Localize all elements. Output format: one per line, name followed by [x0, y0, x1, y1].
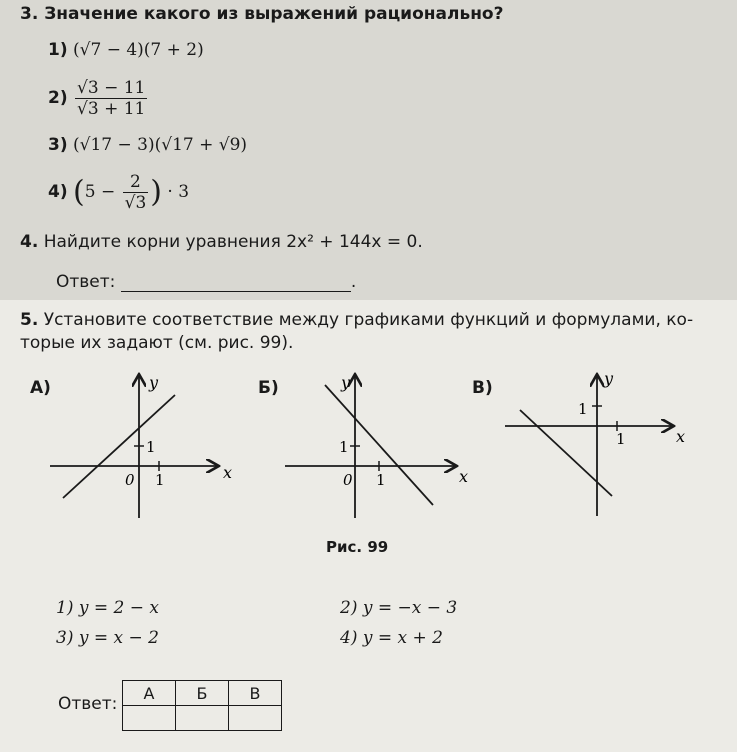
q4-answer-row: Ответ: . — [56, 272, 357, 292]
formula-1: 1) y = 2 − x — [56, 598, 159, 618]
answer-table-header-row — [123, 681, 282, 706]
answer-table-cell-b[interactable] — [176, 706, 229, 731]
graph-a-label: А) — [30, 378, 51, 398]
question-5-line-2 — [20, 333, 293, 353]
graph-v-unit-y: 1 — [578, 400, 588, 418]
graph-v-y-label: y — [604, 369, 614, 388]
graph-b-label: Б) — [258, 378, 279, 398]
q3-option-4-num: 4) — [48, 182, 68, 202]
answer-table-cell-a[interactable] — [123, 706, 176, 731]
q4-answer-blank[interactable] — [121, 275, 351, 292]
q3-option-4-frac-num: 2 — [123, 172, 149, 193]
question-4-number: 4. — [20, 232, 39, 252]
q3-option-1-num: 1) — [48, 40, 68, 60]
right-paren: ) — [150, 174, 162, 210]
answer-table-header-a: А — [123, 681, 176, 706]
answer-table-header-b: Б — [176, 681, 229, 706]
question-5-number: 5. — [20, 310, 39, 330]
q3-option-4-frac-den: √3 — [124, 193, 147, 213]
graph-a-y-label: y — [149, 373, 159, 392]
formula-4: 4) y = x + 2 — [340, 628, 443, 648]
question-5-text-1: Установите соответствие между графиками функций и формулами, ко- — [43, 310, 694, 330]
graph-v-unit-x: 1 — [616, 430, 626, 448]
graph-a — [45, 368, 245, 523]
question-4-heading — [20, 232, 423, 252]
question-3-number: 3. — [20, 4, 39, 24]
q3-option-4-pre: 5 − — [84, 182, 116, 202]
graph-v-label: В) — [472, 378, 493, 398]
answer-table-cell-v[interactable] — [229, 706, 282, 731]
graph-b — [275, 368, 475, 523]
q3-option-2-num: 2) — [48, 88, 68, 108]
q3-option-4-fraction — [123, 172, 149, 213]
q3-option-1 — [48, 40, 204, 60]
graph-v-x-label: x — [676, 427, 686, 446]
answer-table-value-row — [123, 706, 282, 731]
q4-answer-label: Ответ: — [56, 272, 116, 292]
q3-option-3-expr: (√17 − 3)(√17 + √9) — [73, 135, 248, 155]
graph-a-unit-y: 1 — [146, 438, 156, 456]
graph-b-x-label: x — [459, 467, 469, 486]
graph-a-x-label: x — [223, 463, 233, 482]
formula-2: 2) y = −x − 3 — [340, 598, 458, 618]
graph-b-origin: 0 — [343, 471, 353, 489]
formula-3: 3) y = x − 2 — [56, 628, 159, 648]
q3-option-2-denominator: √3 + 11 — [77, 99, 146, 119]
question-3-text: Значение какого из выражений рационально? — [44, 4, 504, 24]
graph-a-unit-x: 1 — [155, 471, 165, 489]
q5-answer-table — [122, 680, 282, 731]
answer-table-header-v: В — [229, 681, 282, 706]
figure-caption: Рис. 99 — [326, 538, 389, 556]
graph-a-origin: 0 — [125, 471, 135, 489]
q3-option-3 — [48, 135, 247, 155]
q5-answer-label: Ответ: — [58, 694, 118, 714]
question-5-line-1 — [20, 310, 693, 330]
q3-option-4-post: · 3 — [167, 182, 190, 202]
question-5-text-2: торые их задают (см. рис. 99). — [20, 333, 294, 353]
q3-option-1-expr: (√7 − 4)(7 + 2) — [73, 40, 204, 60]
question-4-text: Найдите корни уравнения 2x² + 144x = 0. — [43, 232, 423, 252]
graph-b-unit-x: 1 — [376, 471, 386, 489]
graph-v-function-line — [520, 410, 612, 496]
q3-option-4 — [48, 172, 189, 213]
q3-option-2 — [48, 78, 149, 119]
graph-b-unit-y: 1 — [339, 438, 349, 456]
question-3-heading — [20, 4, 503, 24]
q3-option-3-num: 3) — [48, 135, 68, 155]
left-paren: ( — [73, 174, 85, 210]
q3-option-2-numerator: √3 − 11 — [77, 78, 146, 98]
graph-b-y-label: y — [341, 373, 351, 392]
q3-option-2-fraction — [75, 78, 147, 119]
graph-v — [500, 368, 700, 520]
